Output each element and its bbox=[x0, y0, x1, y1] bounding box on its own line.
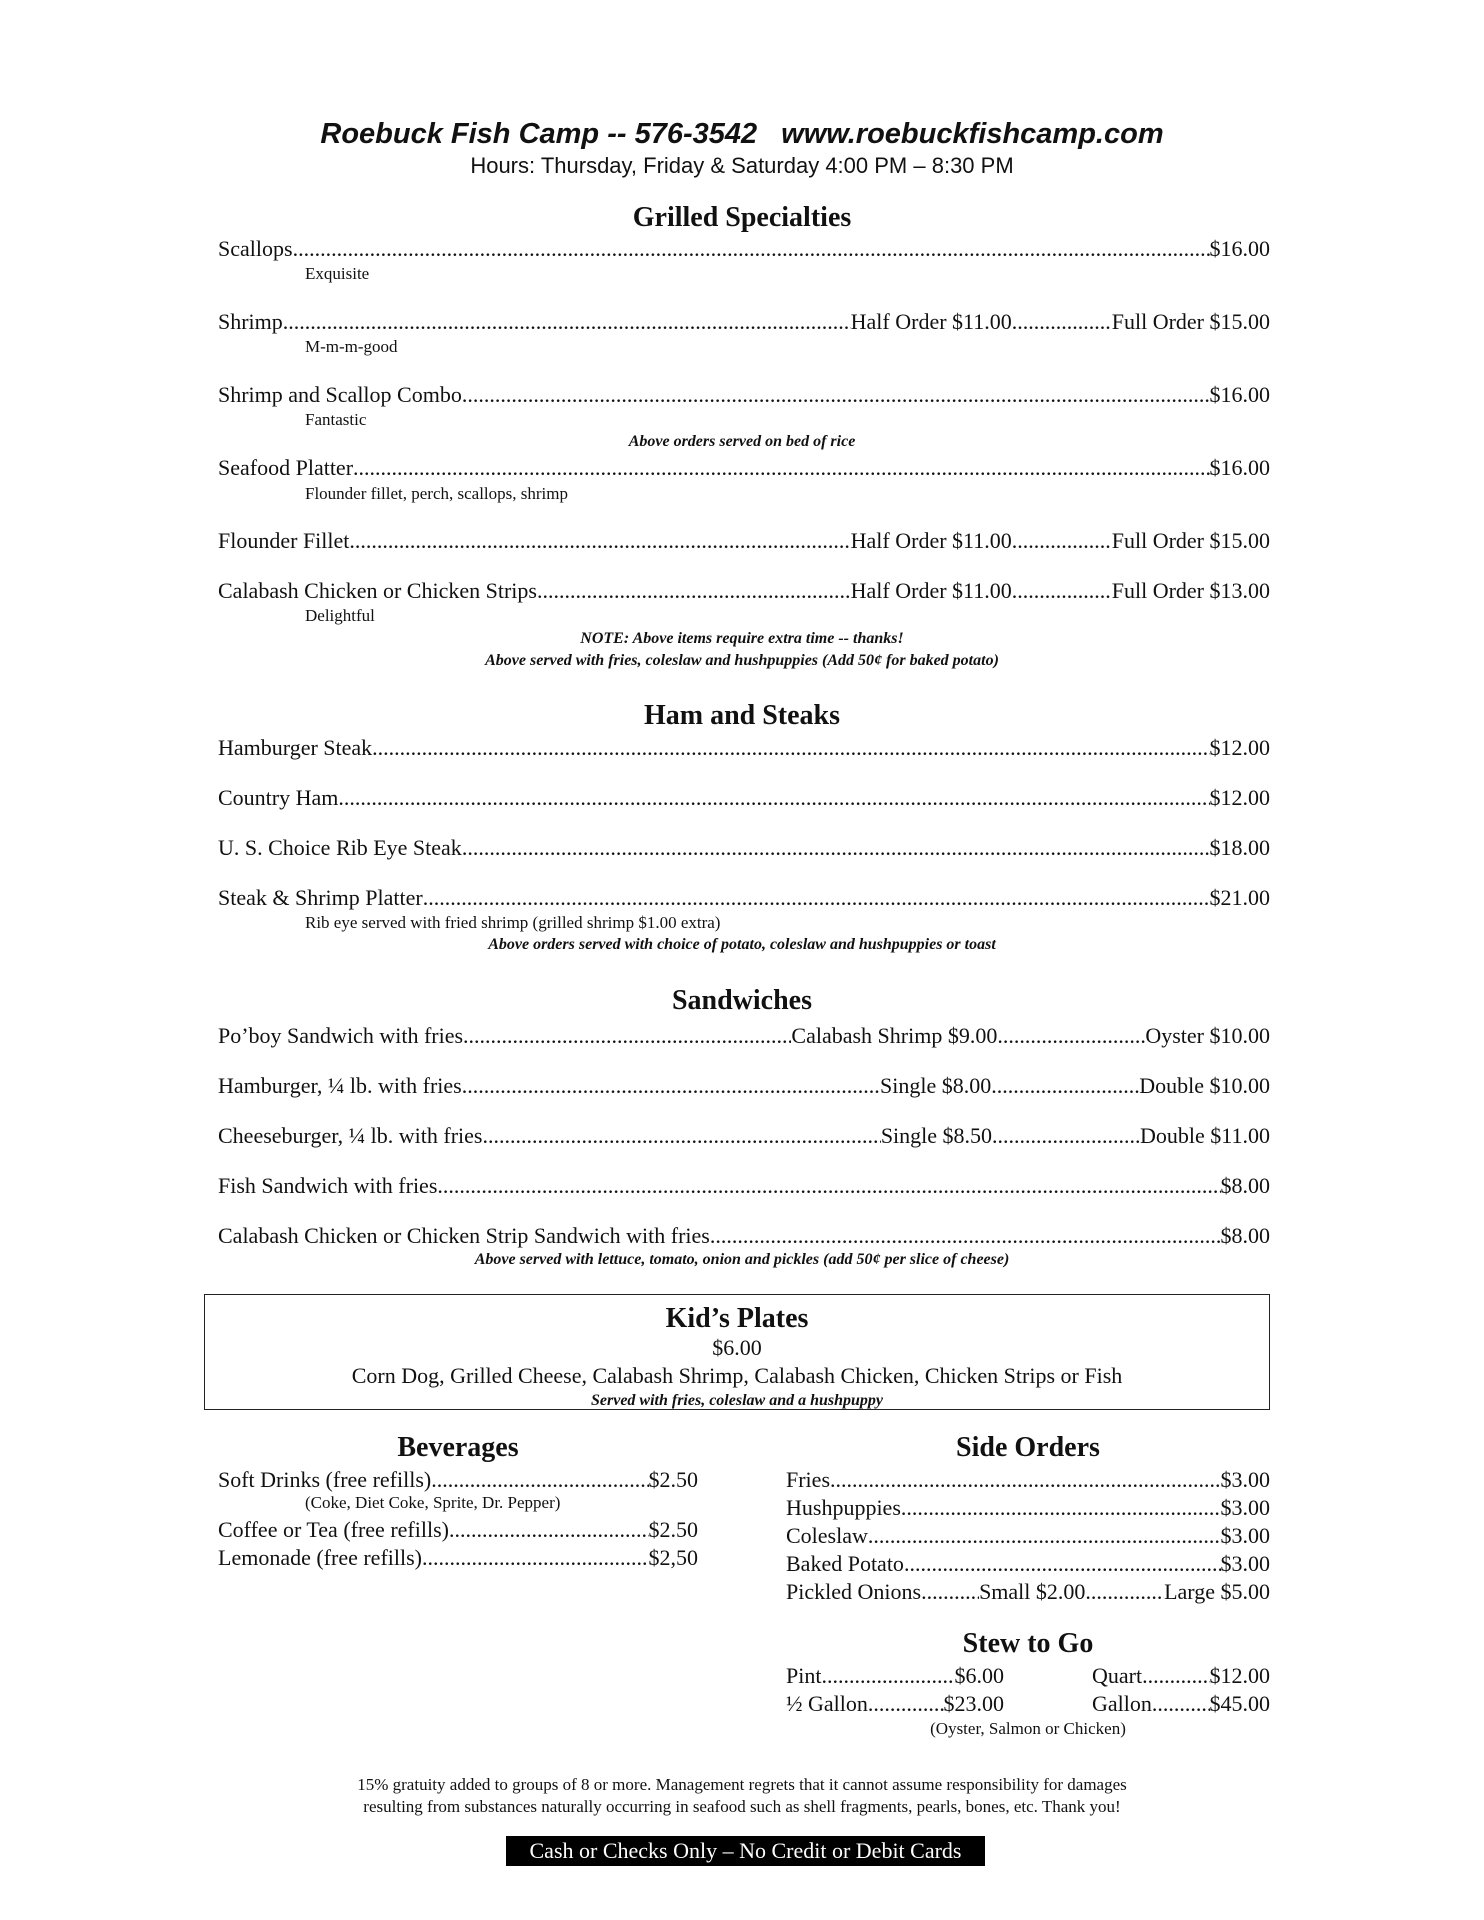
item-price: $8.00 bbox=[1220, 1223, 1270, 1248]
item-price: $45.00 bbox=[1209, 1691, 1270, 1716]
item-name: ½ Gallon bbox=[786, 1691, 868, 1716]
menu-item-lemonade bbox=[218, 1545, 698, 1571]
menu-item-hamburger-steak bbox=[218, 735, 1270, 761]
item-desc: (Coke, Diet Coke, Sprite, Dr. Pepper) bbox=[305, 1493, 561, 1512]
leader-dots bbox=[349, 528, 850, 554]
leader-dots bbox=[1152, 1691, 1210, 1717]
item-name: Lemonade (free refills) bbox=[218, 1545, 422, 1570]
item-name: Flounder Fillet bbox=[218, 528, 350, 553]
kids-note: Served with fries, coleslaw and a hushpuppy bbox=[590, 1392, 884, 1409]
leader-dots bbox=[537, 578, 851, 604]
menu-item-fish-sandwich bbox=[218, 1173, 1270, 1199]
leader-dots bbox=[437, 1173, 1220, 1199]
item-name: Calabash Chicken or Chicken Strips bbox=[218, 578, 537, 603]
leader-dots bbox=[462, 382, 1210, 408]
item-name: Steak & Shrimp Platter bbox=[218, 885, 423, 910]
item-name: Pickled Onions bbox=[786, 1579, 922, 1604]
leader-dots bbox=[901, 1495, 1221, 1521]
leader-dots bbox=[868, 1523, 1221, 1549]
item-full-price: Full Order $15.00 bbox=[1111, 528, 1270, 553]
menu-item-combo bbox=[218, 382, 1270, 408]
item-desc: Fantastic bbox=[305, 410, 367, 429]
menu-item-fries bbox=[786, 1467, 1270, 1493]
sides-note: Above served with fries, coleslaw and hushpuppies (Add 50¢ for baked potato) bbox=[485, 652, 999, 669]
item-price: $6.00 bbox=[954, 1663, 1004, 1688]
menu-item-shrimp bbox=[218, 309, 1270, 335]
leader-dots bbox=[992, 1123, 1140, 1149]
section-title-stew: Stew to Go bbox=[962, 1628, 1094, 1659]
kids-price: $6.00 bbox=[712, 1335, 762, 1360]
section-title-grilled: Grilled Specialties bbox=[632, 202, 852, 233]
rice-note: Above orders served on bed of rice bbox=[628, 433, 856, 450]
leader-dots bbox=[293, 236, 1210, 262]
item-name: Hamburger Steak bbox=[218, 735, 373, 760]
item-price: $3.00 bbox=[1220, 1551, 1270, 1576]
item-price: $12.00 bbox=[1209, 735, 1270, 760]
leader-dots bbox=[431, 1467, 648, 1493]
item-option-2: Large $5.00 bbox=[1164, 1579, 1270, 1604]
item-name: Shrimp and Scallop Combo bbox=[218, 382, 462, 407]
menu-item-chicken-sandwich bbox=[218, 1223, 1270, 1249]
item-option-2: Double $11.00 bbox=[1140, 1123, 1270, 1148]
restaurant-header bbox=[0, 118, 1484, 151]
leader-dots bbox=[283, 309, 851, 335]
item-name: Pint bbox=[786, 1663, 822, 1688]
kids-plates-box bbox=[204, 1294, 1270, 1410]
leader-dots bbox=[921, 1579, 979, 1605]
leader-dots bbox=[991, 1073, 1139, 1099]
item-price: $2.50 bbox=[648, 1467, 698, 1492]
item-price: $12.00 bbox=[1209, 785, 1270, 810]
item-full-price: Full Order $15.00 bbox=[1111, 309, 1270, 334]
item-option-1: Small $2.00 bbox=[979, 1579, 1086, 1604]
leader-dots bbox=[1085, 1579, 1164, 1605]
item-half-price: Half Order $11.00 bbox=[850, 578, 1012, 603]
leader-dots bbox=[353, 455, 1209, 481]
footer-line-1: 15% gratuity added to groups of 8 or more. Management regrets that it cannot assume responsibility for damages bbox=[357, 1775, 1127, 1794]
leader-dots bbox=[462, 1073, 880, 1099]
menu-item-coffee-tea bbox=[218, 1517, 698, 1543]
item-name: Po’boy Sandwich with fries bbox=[218, 1023, 464, 1048]
steaks-note: Above orders served with choice of potato, coleslaw and hushpuppies or toast bbox=[488, 936, 996, 953]
item-price: $2,50 bbox=[648, 1545, 698, 1570]
item-option-2: Oyster $10.00 bbox=[1145, 1023, 1270, 1048]
leader-dots bbox=[710, 1223, 1221, 1249]
item-price: $18.00 bbox=[1209, 835, 1270, 860]
menu-item-stew-pint bbox=[786, 1663, 1004, 1689]
item-name: Cheeseburger, ¼ lb. with fries bbox=[218, 1123, 483, 1148]
extra-time-note: NOTE: Above items require extra time -- thanks! bbox=[580, 630, 904, 647]
item-name: Fries bbox=[786, 1467, 830, 1492]
leader-dots bbox=[422, 1545, 649, 1571]
item-desc: M-m-m-good bbox=[305, 337, 398, 356]
menu-item-steak-shrimp bbox=[218, 885, 1270, 911]
item-name: Scallops bbox=[218, 236, 293, 261]
item-half-price: Half Order $11.00 bbox=[850, 309, 1012, 334]
item-name: Gallon bbox=[1092, 1691, 1152, 1716]
menu-item-calabash-chicken bbox=[218, 578, 1270, 604]
menu-item-pickled-onions bbox=[786, 1579, 1270, 1605]
item-name: Soft Drinks (free refills) bbox=[218, 1467, 432, 1492]
item-price: $8.00 bbox=[1220, 1173, 1270, 1198]
item-price: $16.00 bbox=[1209, 236, 1270, 261]
item-option-2: Double $10.00 bbox=[1139, 1073, 1270, 1098]
menu-item-hushpuppies bbox=[786, 1495, 1270, 1521]
item-full-price: Full Order $13.00 bbox=[1111, 578, 1270, 603]
menu-item-soft-drinks bbox=[218, 1467, 698, 1493]
item-price: $16.00 bbox=[1209, 455, 1270, 480]
item-name: Coffee or Tea (free refills) bbox=[218, 1517, 449, 1542]
restaurant-website: www.roebuckfishcamp.com bbox=[781, 118, 1164, 150]
leader-dots bbox=[372, 735, 1209, 761]
footer-line-2: resulting from substances naturally occurring in seafood such as shell fragments, pearls, bones, etc. Thank you! bbox=[363, 1797, 1121, 1816]
leader-dots bbox=[997, 1023, 1145, 1049]
section-title-sides: Side Orders bbox=[956, 1432, 1100, 1463]
item-name: Hamburger, ¼ lb. with fries bbox=[218, 1073, 462, 1098]
item-name: U. S. Choice Rib Eye Steak bbox=[218, 835, 462, 860]
menu-item-seafood-platter bbox=[218, 455, 1270, 481]
item-option-1: Calabash Shrimp $9.00 bbox=[791, 1023, 998, 1048]
menu-item-stew-quart bbox=[1092, 1663, 1270, 1689]
menu-item-stew-half-gallon bbox=[786, 1691, 1004, 1717]
leader-dots bbox=[1012, 309, 1112, 335]
sandwiches-note: Above served with lettuce, tomato, onion and pickles (add 50¢ per slice of cheese) bbox=[474, 1251, 1010, 1268]
item-name: Seafood Platter bbox=[218, 455, 354, 480]
item-desc: Exquisite bbox=[305, 264, 370, 283]
item-price: $3.00 bbox=[1220, 1495, 1270, 1520]
item-name: Hushpuppies bbox=[786, 1495, 901, 1520]
item-price: $3.00 bbox=[1220, 1523, 1270, 1548]
item-name: Quart bbox=[1092, 1663, 1143, 1688]
item-half-price: Half Order $11.00 bbox=[850, 528, 1012, 553]
leader-dots bbox=[482, 1123, 880, 1149]
item-price: $3.00 bbox=[1220, 1467, 1270, 1492]
item-desc: Flounder fillet, perch, scallops, shrimp bbox=[305, 484, 568, 503]
item-name: Fish Sandwich with fries bbox=[218, 1173, 438, 1198]
item-name: Country Ham bbox=[218, 785, 339, 810]
menu-item-ribeye bbox=[218, 835, 1270, 861]
item-price: $16.00 bbox=[1209, 382, 1270, 407]
leader-dots bbox=[423, 885, 1210, 911]
section-title-kids: Kid’s Plates bbox=[665, 1303, 809, 1334]
section-title-beverages: Beverages bbox=[397, 1432, 519, 1463]
item-option-1: Single $8.50 bbox=[880, 1123, 993, 1148]
section-title-sandwiches: Sandwiches bbox=[671, 985, 813, 1016]
item-desc: Rib eye served with fried shrimp (grilled shrimp $1.00 extra) bbox=[305, 913, 721, 932]
item-desc: Delightful bbox=[305, 606, 375, 625]
item-name: Coleslaw bbox=[786, 1523, 868, 1548]
menu-item-hamburger bbox=[218, 1073, 1270, 1099]
item-price: $12.00 bbox=[1209, 1663, 1270, 1688]
item-price: $2.50 bbox=[648, 1517, 698, 1542]
hours: Hours: Thursday, Friday & Saturday 4:00 PM – 8:30 PM bbox=[470, 153, 1014, 178]
leader-dots bbox=[868, 1691, 944, 1717]
leader-dots bbox=[463, 1023, 791, 1049]
menu-item-coleslaw bbox=[786, 1523, 1270, 1549]
item-option-1: Single $8.00 bbox=[880, 1073, 992, 1098]
menu-item-baked-potato bbox=[786, 1551, 1270, 1577]
item-name: Baked Potato bbox=[786, 1551, 904, 1576]
menu-item-scallops bbox=[218, 236, 1270, 262]
leader-dots bbox=[1142, 1663, 1209, 1689]
menu-item-flounder bbox=[218, 528, 1270, 554]
restaurant-name: Roebuck Fish Camp -- 576-3542 bbox=[320, 118, 758, 150]
menu-item-poboy bbox=[218, 1023, 1270, 1049]
leader-dots bbox=[462, 835, 1210, 861]
leader-dots bbox=[821, 1663, 954, 1689]
leader-dots bbox=[338, 785, 1209, 811]
item-price: $21.00 bbox=[1209, 885, 1270, 910]
leader-dots bbox=[830, 1467, 1221, 1493]
payment-banner: Cash or Checks Only – No Credit or Debit Cards bbox=[506, 1836, 985, 1866]
leader-dots bbox=[904, 1551, 1221, 1577]
stew-note: (Oyster, Salmon or Chicken) bbox=[930, 1719, 1126, 1738]
menu-item-cheeseburger bbox=[218, 1123, 1270, 1149]
item-price: $23.00 bbox=[943, 1691, 1004, 1716]
kids-items: Corn Dog, Grilled Cheese, Calabash Shrimp, Calabash Chicken, Chicken Strips or Fish bbox=[351, 1363, 1123, 1388]
section-title-steaks: Ham and Steaks bbox=[643, 700, 841, 731]
menu-item-stew-gallon bbox=[1092, 1691, 1270, 1717]
leader-dots bbox=[1012, 528, 1112, 554]
menu-item-country-ham bbox=[218, 785, 1270, 811]
item-name: Calabash Chicken or Chicken Strip Sandwich with fries bbox=[218, 1223, 710, 1248]
item-name: Shrimp bbox=[218, 309, 283, 334]
leader-dots bbox=[449, 1517, 649, 1543]
leader-dots bbox=[1012, 578, 1112, 604]
